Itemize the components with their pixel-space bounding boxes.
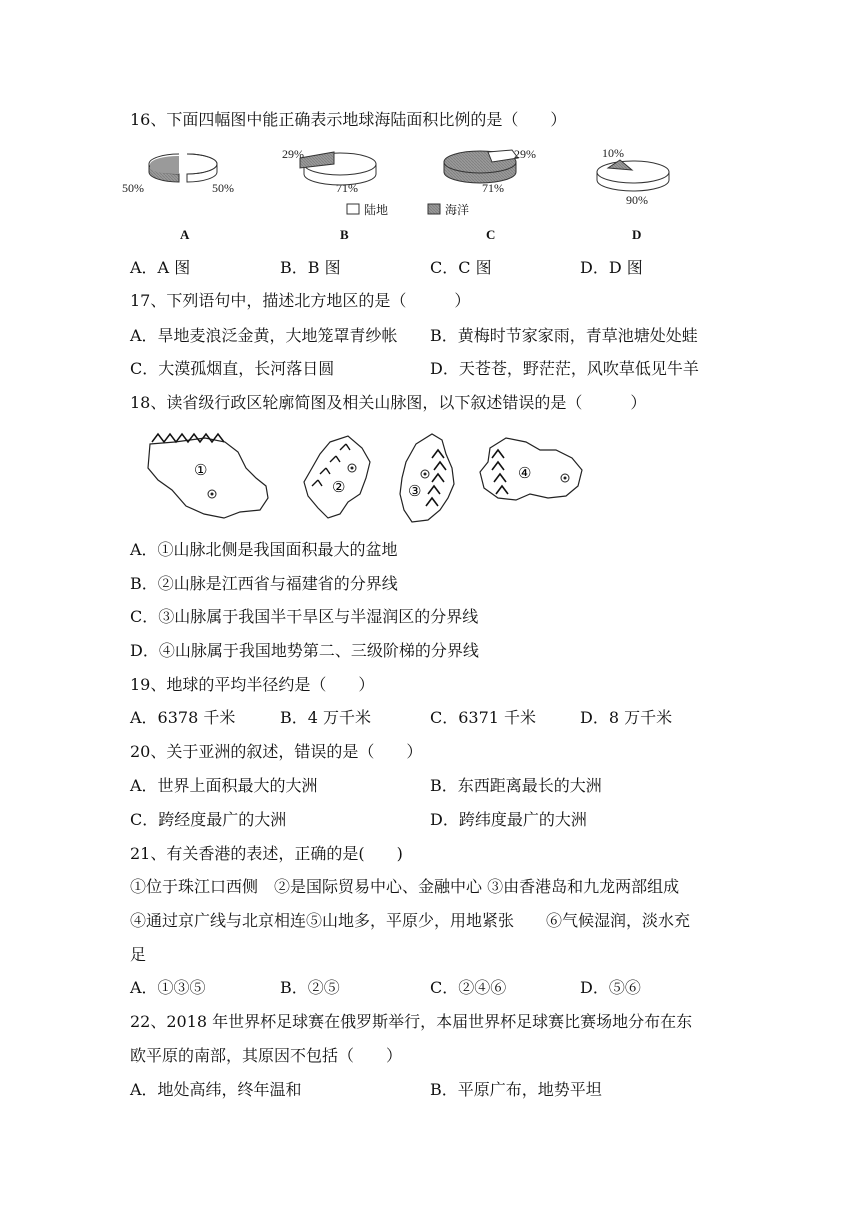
map-1 — [148, 434, 268, 518]
pie-c — [444, 147, 536, 242]
q21-option-c: C．②④⑥ — [430, 978, 507, 997]
q16-option-b: B．B 图 — [280, 258, 341, 277]
q18-option-c: C．③山脉属于我国半干旱区与半湿润区的分界线 — [130, 607, 479, 626]
q19-option-c: C．6371 千米 — [430, 708, 537, 727]
map-4 — [480, 438, 582, 500]
map-3-label: ③ — [408, 484, 422, 500]
q21-statement-line-2: ④通过京广线与北京相连⑤山地多，平原少，用地紧张 ⑥气候湿润，淡水充 — [130, 911, 691, 930]
q22-option-a: A．地处高纬，终年温和 — [130, 1080, 302, 1099]
q17-option-a: A．旱地麦浪泛金黄，大地笼罩青纱帐 — [130, 326, 398, 345]
pie-b-right-label: 71% — [336, 181, 358, 195]
pie-d — [597, 146, 669, 242]
q19-stem: 19、地球的平均半径约是（ ） — [130, 675, 375, 694]
q19-option-a: A．6378 千米 — [130, 708, 236, 727]
q16-option-c: C．C 图 — [430, 258, 492, 277]
map-1-label: ① — [194, 463, 208, 479]
q18-stem: 18、读省级行政区轮廓简图及相关山脉图，以下叙述错误的是（ ） — [130, 393, 647, 412]
q16-option-d: D．D 图 — [580, 258, 643, 277]
map-1-outline — [148, 438, 268, 518]
q18-option-d: D．④山脉属于我国地势第二、三级阶梯的分界线 — [130, 641, 479, 660]
q20-option-c: C．跨经度最广的大洲 — [130, 810, 287, 829]
legend-ocean-swatch — [428, 204, 440, 214]
map-1-mountain — [152, 434, 224, 442]
q17-option-b: B．黄梅时节家家雨，青草池塘处处蛙 — [430, 326, 698, 345]
map-3 — [400, 434, 454, 522]
map-2-outline — [304, 436, 370, 518]
q21-stem: 21、有关香港的表述，正确的是( ) — [130, 844, 403, 863]
q20-option-b: B．东西距离最长的大洲 — [430, 776, 602, 795]
q21-option-b: B．②⑤ — [280, 978, 340, 997]
q18-option-a: A．①山脉北侧是我国面积最大的盆地 — [130, 540, 398, 559]
map-4-label: ④ — [518, 466, 532, 482]
pie-b-letter: B — [340, 227, 349, 242]
legend — [347, 202, 469, 217]
pie-c-letter: C — [486, 227, 496, 242]
q21-statement-line-3: 足 — [130, 945, 147, 964]
pie-c-top-label: 29% — [514, 147, 536, 161]
q16-figure — [0, 142, 860, 252]
map-2-label: ② — [332, 480, 346, 496]
q21-option-a: A．①③⑤ — [130, 978, 206, 997]
q20-option-d: D．跨纬度最广的大洲 — [430, 810, 587, 829]
q22-stem-line-2: 欧平原的南部，其原因不包括（ ） — [130, 1046, 403, 1065]
pie-c-bottom-label: 71% — [482, 181, 504, 195]
q20-option-a: A．世界上面积最大的大洲 — [130, 776, 318, 795]
q18-option-b: B．②山脉是江西省与福建省的分界线 — [130, 574, 398, 593]
q22-stem-line-1: 22、2018 年世界杯足球赛在俄罗斯举行，本届世界杯足球赛比赛场地分布在东 — [130, 1012, 693, 1031]
pie-d-letter: D — [632, 227, 642, 242]
legend-ocean-label: 海洋 — [445, 203, 470, 217]
legend-land-label: 陆地 — [364, 203, 389, 217]
map-2 — [304, 436, 370, 518]
pie-a-right-label: 50% — [212, 181, 234, 195]
pie-a-left-label: 50% — [122, 181, 144, 195]
legend-land-swatch — [347, 204, 359, 214]
pie-a-letter: A — [180, 227, 190, 242]
q17-option-c: C．大漠孤烟直，长河落日圆 — [130, 359, 335, 378]
q22-option-b: B．平原广布，地势平坦 — [430, 1080, 602, 1099]
q21-statement-line-1: ①位于珠江口西侧 ②是国际贸易中心、金融中心 ③由香港岛和九龙两部组成 — [130, 877, 680, 896]
pie-d-bottom-label: 90% — [626, 193, 648, 207]
q19-option-b: B．4 万千米 — [280, 708, 372, 727]
q21-option-d: D．⑤⑥ — [580, 978, 641, 997]
pie-a — [122, 154, 234, 242]
q17-stem: 17、下列语句中，描述北方地区的是（ ） — [130, 291, 471, 310]
pie-b-left-label: 29% — [282, 147, 304, 161]
q16-stem: 16、下面四幅图中能正确表示地球海陆面积比例的是（ ） — [130, 110, 567, 129]
pie-d-land — [597, 161, 669, 183]
q16-option-a: A．A 图 — [130, 258, 191, 277]
q20-stem: 20、关于亚洲的叙述，错误的是（ ） — [130, 742, 423, 761]
q17-option-d: D．天苍苍，野茫茫，风吹草低见牛羊 — [430, 359, 699, 378]
q18-figure — [0, 428, 860, 528]
pie-d-top-label: 10% — [602, 146, 624, 160]
pie-b — [282, 147, 376, 242]
q19-option-d: D．8 万千米 — [580, 708, 673, 727]
